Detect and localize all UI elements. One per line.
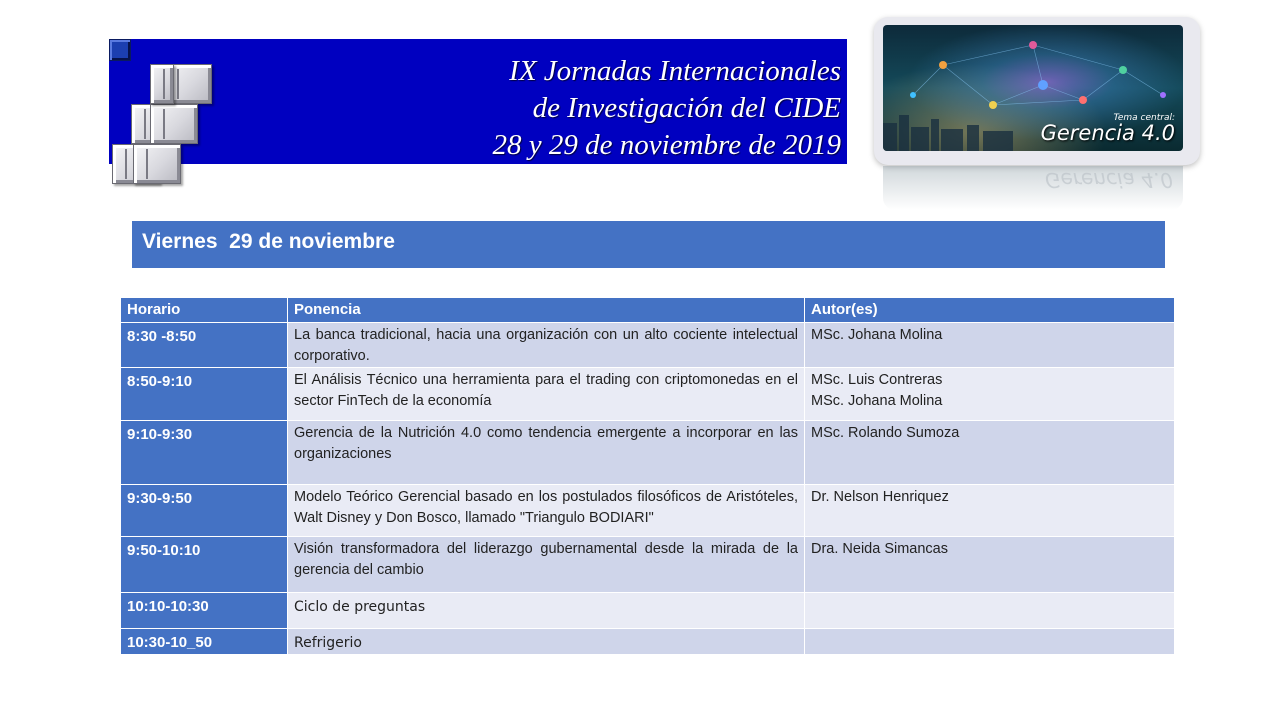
- authors-cell: [805, 537, 1175, 593]
- theme-card: [874, 17, 1200, 165]
- logo-block: [133, 144, 181, 184]
- time-cell: 9:50-10:10: [121, 537, 288, 593]
- talk-cell: Refrigerio: [288, 629, 805, 655]
- day-heading: [132, 221, 1165, 268]
- time-cell: 8:50-9:10: [121, 368, 288, 421]
- table-row: [121, 593, 1175, 629]
- theme-reflection: [883, 166, 1183, 210]
- table-row: [121, 629, 1175, 655]
- theme-title: Gerencia 4.0: [1040, 121, 1175, 145]
- talk-cell: Ciclo de preguntas: [288, 593, 805, 629]
- authors-cell: [805, 368, 1175, 421]
- authors-cell: [805, 629, 1175, 655]
- theme-image: [883, 25, 1183, 151]
- author-name: MSc. Luis Contreras: [811, 372, 943, 388]
- event-title: [493, 53, 841, 164]
- logo-corner-square: [109, 39, 131, 61]
- theme-label: Tema central:: [1113, 113, 1175, 123]
- header-banner: [109, 39, 847, 164]
- table-row: [121, 537, 1175, 593]
- authors-cell: [805, 485, 1175, 537]
- table-row: [121, 421, 1175, 485]
- logo-block: [150, 64, 174, 104]
- authors-cell: [805, 593, 1175, 629]
- event-title-line-2: de Investigación del CIDE: [532, 92, 841, 124]
- time-cell: 10:10-10:30: [121, 593, 288, 629]
- schedule-table: [120, 297, 1175, 655]
- time-cell: 9:10-9:30: [121, 421, 288, 485]
- logo-block: [150, 104, 198, 144]
- column-header-authors: Autor(es): [805, 298, 1175, 323]
- event-title-line-1: IX Jornadas Internacionales: [509, 55, 841, 87]
- table-row: [121, 368, 1175, 421]
- talk-cell: El Análisis Técnico una herramienta para el trading con criptomonedas en el sector FinTech de la economía: [288, 368, 805, 421]
- theme-caption: [1041, 113, 1175, 145]
- talk-cell: Gerencia de la Nutrición 4.0 como tendencia emergente a incorporar en las organizaciones: [288, 421, 805, 485]
- authors-cell: [805, 421, 1175, 485]
- event-dates: 28 y 29 de noviembre de 2019: [492, 129, 841, 161]
- authors-cell: [805, 323, 1175, 368]
- theme-title-reflection: Gerencia 4.0: [1045, 168, 1173, 192]
- time-cell: 8:30 -8:50: [121, 323, 288, 368]
- time-cell: 10:30-10_50: [121, 629, 288, 655]
- author-name: Dra. Neida Simancas: [811, 541, 948, 557]
- table-row: [121, 323, 1175, 368]
- day-title: Viernes 29 de noviembre: [142, 230, 395, 253]
- author-name: MSc. Johana Molina: [811, 327, 943, 343]
- talk-cell: Visión transformadora del liderazgo gubernamental desde la mirada de la gerencia del cambio: [288, 537, 805, 593]
- author-name: MSc. Johana Molina: [811, 393, 943, 409]
- talk-cell: Modelo Teórico Gerencial basado en los postulados filosóficos de Aristóteles, Walt Disney y Don Bosco, llamado "Triangulo BODIARI": [288, 485, 805, 537]
- author-name: Dr. Nelson Henriquez: [811, 489, 949, 505]
- time-cell: 9:30-9:50: [121, 485, 288, 537]
- table-row: [121, 485, 1175, 537]
- column-header-time: Horario: [121, 298, 288, 323]
- table-header-row: [121, 298, 1175, 323]
- column-header-talk: Ponencia: [288, 298, 805, 323]
- author-name: MSc. Rolando Sumoza: [811, 425, 960, 441]
- talk-cell: La banca tradicional, hacia una organización con un alto cociente intelectual corporativo.: [288, 323, 805, 368]
